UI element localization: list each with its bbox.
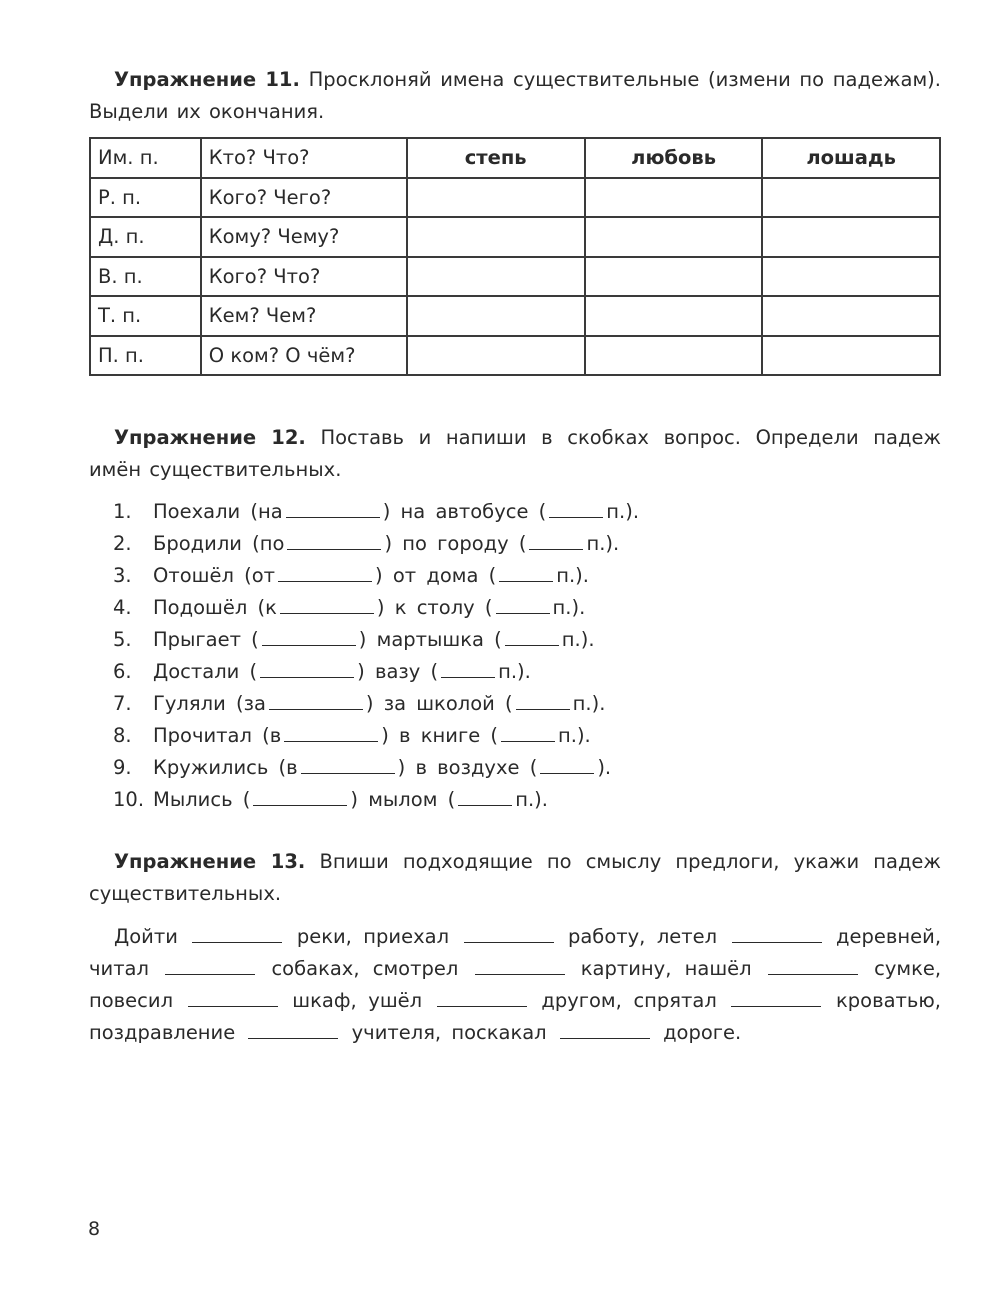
list-item [113,624,639,656]
item-number: 6. [113,660,132,683]
blank-line[interactable] [505,644,559,646]
blank-line[interactable] [516,708,570,710]
list-item [113,720,639,752]
question-cell: Кого? Что? [201,257,407,297]
sentence-part: Мылись ( [153,788,251,811]
text-segment: работу, летел [567,925,718,948]
table-row [90,257,940,297]
blank-line[interactable] [549,516,603,518]
blank-line[interactable] [464,941,554,943]
answer-cell[interactable] [585,336,763,376]
blank-line[interactable] [165,973,255,975]
blank-line[interactable] [280,612,374,614]
sentence-part: ) мартышка ( [358,628,502,651]
list-item [113,688,639,720]
blank-line[interactable] [260,676,354,678]
answer-cell[interactable] [762,296,940,336]
blank-line[interactable] [278,580,372,582]
question-cell: О ком? О чём? [201,336,407,376]
blank-line[interactable] [286,516,380,518]
list-item [113,784,639,816]
table-row [90,336,940,376]
sentence-part: ) к столу ( [376,596,493,619]
table-row [90,217,940,257]
exercise-12-list [113,496,639,816]
case-cell: Т. п. [90,296,201,336]
sentence-part: ) от дома ( [375,564,497,587]
text-segment: реки, приехал [296,925,450,948]
sentence-part: п.). [515,788,548,811]
sentence-part: ) в книге ( [381,724,498,747]
sentence-part: Отошёл (от [153,564,276,587]
table-row [90,138,940,178]
blank-line[interactable] [188,1005,278,1007]
sentence-part: п.). [556,564,589,587]
blank-line[interactable] [301,772,395,774]
exercise-11-intro [89,64,941,128]
answer-cell[interactable] [585,178,763,218]
case-cell: В. п. [90,257,201,297]
sentence-part: ) в воздухе ( [397,756,538,779]
blank-line[interactable] [732,941,822,943]
blank-line[interactable] [529,548,583,550]
sentence-part: ) мылом ( [350,788,456,811]
list-item [113,656,639,688]
case-cell: Р. п. [90,178,201,218]
case-cell: П. п. [90,336,201,376]
exercise-13-text [89,921,941,1049]
answer-cell[interactable] [585,217,763,257]
blank-line[interactable] [192,941,282,943]
blank-line[interactable] [768,973,858,975]
sentence-part: п.). [561,628,595,651]
answer-cell[interactable] [762,178,940,218]
item-number: 5. [113,628,132,651]
text-segment: картину, нашёл [580,957,752,980]
sentence-part: Достали ( [153,660,258,683]
answer-cell[interactable] [407,217,585,257]
sentence-part: ). [597,756,612,779]
item-number: 10. [113,788,145,811]
blank-line[interactable] [253,804,347,806]
exercise-12-task: Поставь и напиши в скобках вопрос. Определи падеж имён существительных. [89,426,942,481]
blank-line[interactable] [248,1037,338,1039]
answer-cell[interactable] [762,257,940,297]
answer-cell[interactable] [762,217,940,257]
word-header-lyubov: любовь [585,138,763,178]
sentence-part: ) за школой ( [365,692,513,715]
text-segment: дороге. [663,1021,742,1044]
page-number: 8 [88,1218,101,1240]
sentence-part: Гуляли (за [153,692,266,715]
blank-line[interactable] [499,580,553,582]
sentence-part: Прыгает ( [153,628,259,651]
list-item [113,496,639,528]
answer-cell[interactable] [407,257,585,297]
item-number: 4. [113,596,132,619]
text-segment: шкаф, ушёл [292,989,423,1012]
text-segment: деревней, читал [89,925,942,980]
declension-table [89,137,941,376]
sentence-part: Подошёл (к [153,596,277,619]
sentence-part: Прочитал (в [153,724,282,747]
blank-line[interactable] [560,1037,650,1039]
exercise-13-intro [89,846,941,910]
blank-line[interactable] [731,1005,821,1007]
sentence-part: п.). [558,724,591,747]
blank-line[interactable] [284,740,378,742]
blank-line[interactable] [437,1005,527,1007]
sentence-part: Поехали (на [153,500,283,523]
text-segment: другом, спрятал [541,989,717,1012]
exercise-12-title: Упражнение 12. [114,426,306,449]
item-number: 7. [113,692,132,715]
list-item [113,528,639,560]
question-cell: Кем? Чем? [201,296,407,336]
answer-cell[interactable] [585,257,763,297]
blank-line[interactable] [262,644,356,646]
list-item [113,752,639,784]
exercise-11-title: Упражнение 11. [114,68,300,91]
sentence-part: п.). [606,500,640,523]
word-header-loshad: лошадь [762,138,940,178]
item-number: 3. [113,564,132,587]
word-header-step: степь [407,138,585,178]
blank-line[interactable] [269,708,363,710]
text-segment: кроватью, поздравление [89,989,942,1044]
blank-line[interactable] [496,612,550,614]
exercise-12-intro [89,422,941,486]
sentence-part: п.). [586,532,620,555]
sentence-part: п.). [552,596,586,619]
text-segment: сумке, повесил [89,957,942,1012]
case-cell: Им. п. [90,138,201,178]
blank-line[interactable] [501,740,555,742]
exercise-13-title: Упражнение 13. [114,850,306,873]
answer-cell[interactable] [762,336,940,376]
text-segment: собаках, смотрел [271,957,459,980]
exercise-13-task: Впиши подходящие по смыслу предлоги, укажи падеж существительных. [89,850,941,905]
item-number: 8. [113,724,132,747]
table-row [90,296,940,336]
item-number: 9. [113,756,132,779]
sentence-part: ) на автобусе ( [382,500,547,523]
sentence-part: п.). [498,660,531,683]
item-number: 2. [113,532,132,555]
answer-cell[interactable] [407,336,585,376]
blank-line[interactable] [441,676,495,678]
list-item [113,560,639,592]
blank-line[interactable] [540,772,594,774]
item-number: 1. [113,500,132,523]
sentence-part: Кружились (в [153,756,298,779]
answer-cell[interactable] [585,296,763,336]
sentence-part: ) вазу ( [357,660,439,683]
answer-cell[interactable] [407,178,585,218]
blank-line[interactable] [287,548,381,550]
exercise-11-task: Просклоняй имена существительные (измени по падежам). Выдели их окончания. [89,68,941,123]
blank-line[interactable] [475,973,565,975]
sentence-part: Бродили (по [153,532,285,555]
text-segment: Дойти [114,925,178,948]
case-cell: Д. п. [90,217,201,257]
question-cell: Кому? Чему? [201,217,407,257]
text-segment: учителя, поскакал [351,1021,547,1044]
question-cell: Кто? Что? [201,138,407,178]
table-row [90,178,940,218]
blank-line[interactable] [458,804,512,806]
sentence-part: п.). [572,692,606,715]
list-item [113,592,639,624]
sentence-part: ) по городу ( [384,532,527,555]
question-cell: Кого? Чего? [201,178,407,218]
answer-cell[interactable] [407,296,585,336]
